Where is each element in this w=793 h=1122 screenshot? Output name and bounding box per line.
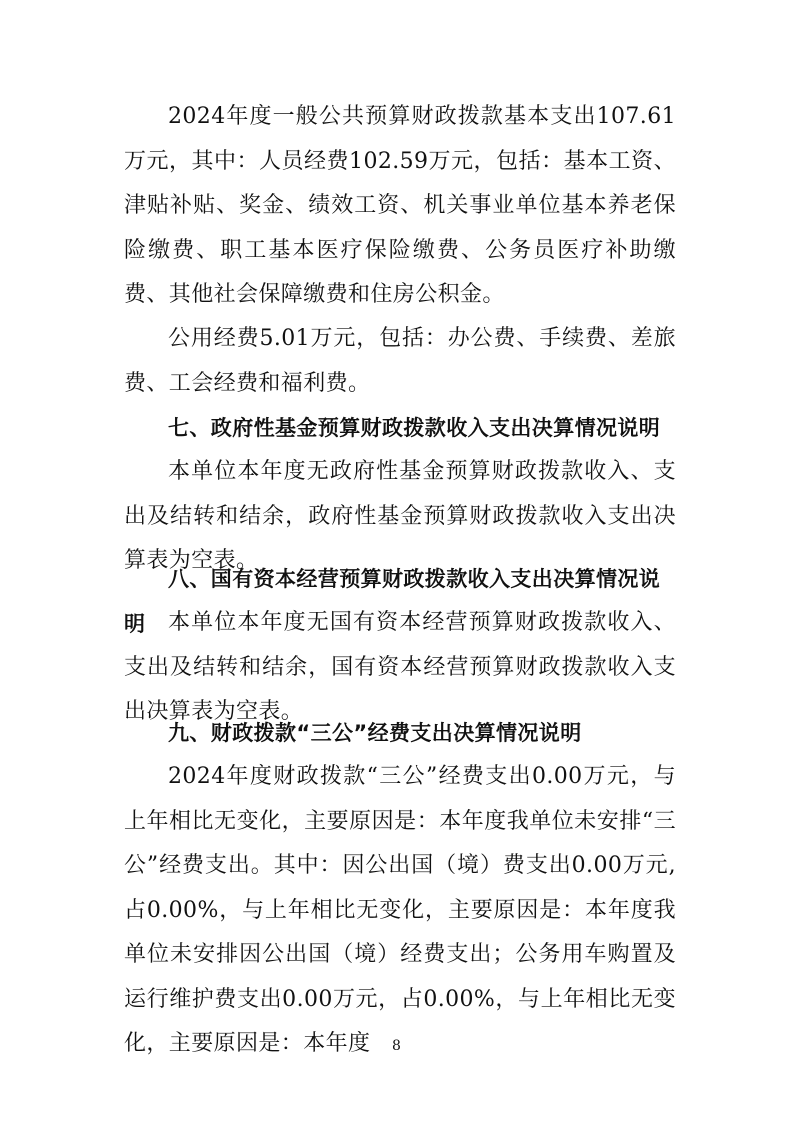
- page-number: 8: [392, 1038, 401, 1054]
- paragraph-state-capital: 本单位本年度无国有资本经营预算财政拨款收入、支出及结转和结余，国有资本经营预算财政拨款收入支出决算表为空表。: [124, 610, 676, 724]
- paragraph-public-expenses: 公用经费5.01万元，包括：办公费、手续费、差旅费、工会经费和福利费。: [124, 326, 676, 396]
- heading-section-9: 九、财政拨款“三公”经费支出决算情况说明: [168, 721, 582, 745]
- heading-section-7: 七、政府性基金预算财政拨款收入支出决算情况说明: [168, 416, 661, 440]
- paragraph-government-fund: 本单位本年度无政府性基金预算财政拨款收入、支出及结转和结余，政府性基金预算财政拨款收入支出决算表为空表。: [124, 459, 676, 573]
- paragraph-three-public-expenses: 2024年度财政拨款“三公”经费支出0.00万元，与上年相比无变化，主要原因是：本年度我单位未安排“三公”经费支出。其中：因公出国（境）费支出0.00万元,占0.00%，与上年相比无变化，主要原因是：本年度我单位未安排因公出国（境）经费支出；公务用车购置及运行维护费支出0.00万元，占0.00%，与上年相比无变化，主要原因是：本年度: [124, 764, 676, 1056]
- heading-section-8: 八、国有资本经营预算财政拨款收入支出决算情况说明: [124, 567, 661, 636]
- paragraph-basic-expenditure: 2024年度一般公共预算财政拨款基本支出107.61万元，其中：人员经费102.59万元，包括：基本工资、津贴补贴、奖金、绩效工资、机关事业单位基本养老保险缴费、职工基本医疗保险缴费、公务员医疗补助缴费、其他社会保障缴费和住房公积金。: [124, 104, 676, 307]
